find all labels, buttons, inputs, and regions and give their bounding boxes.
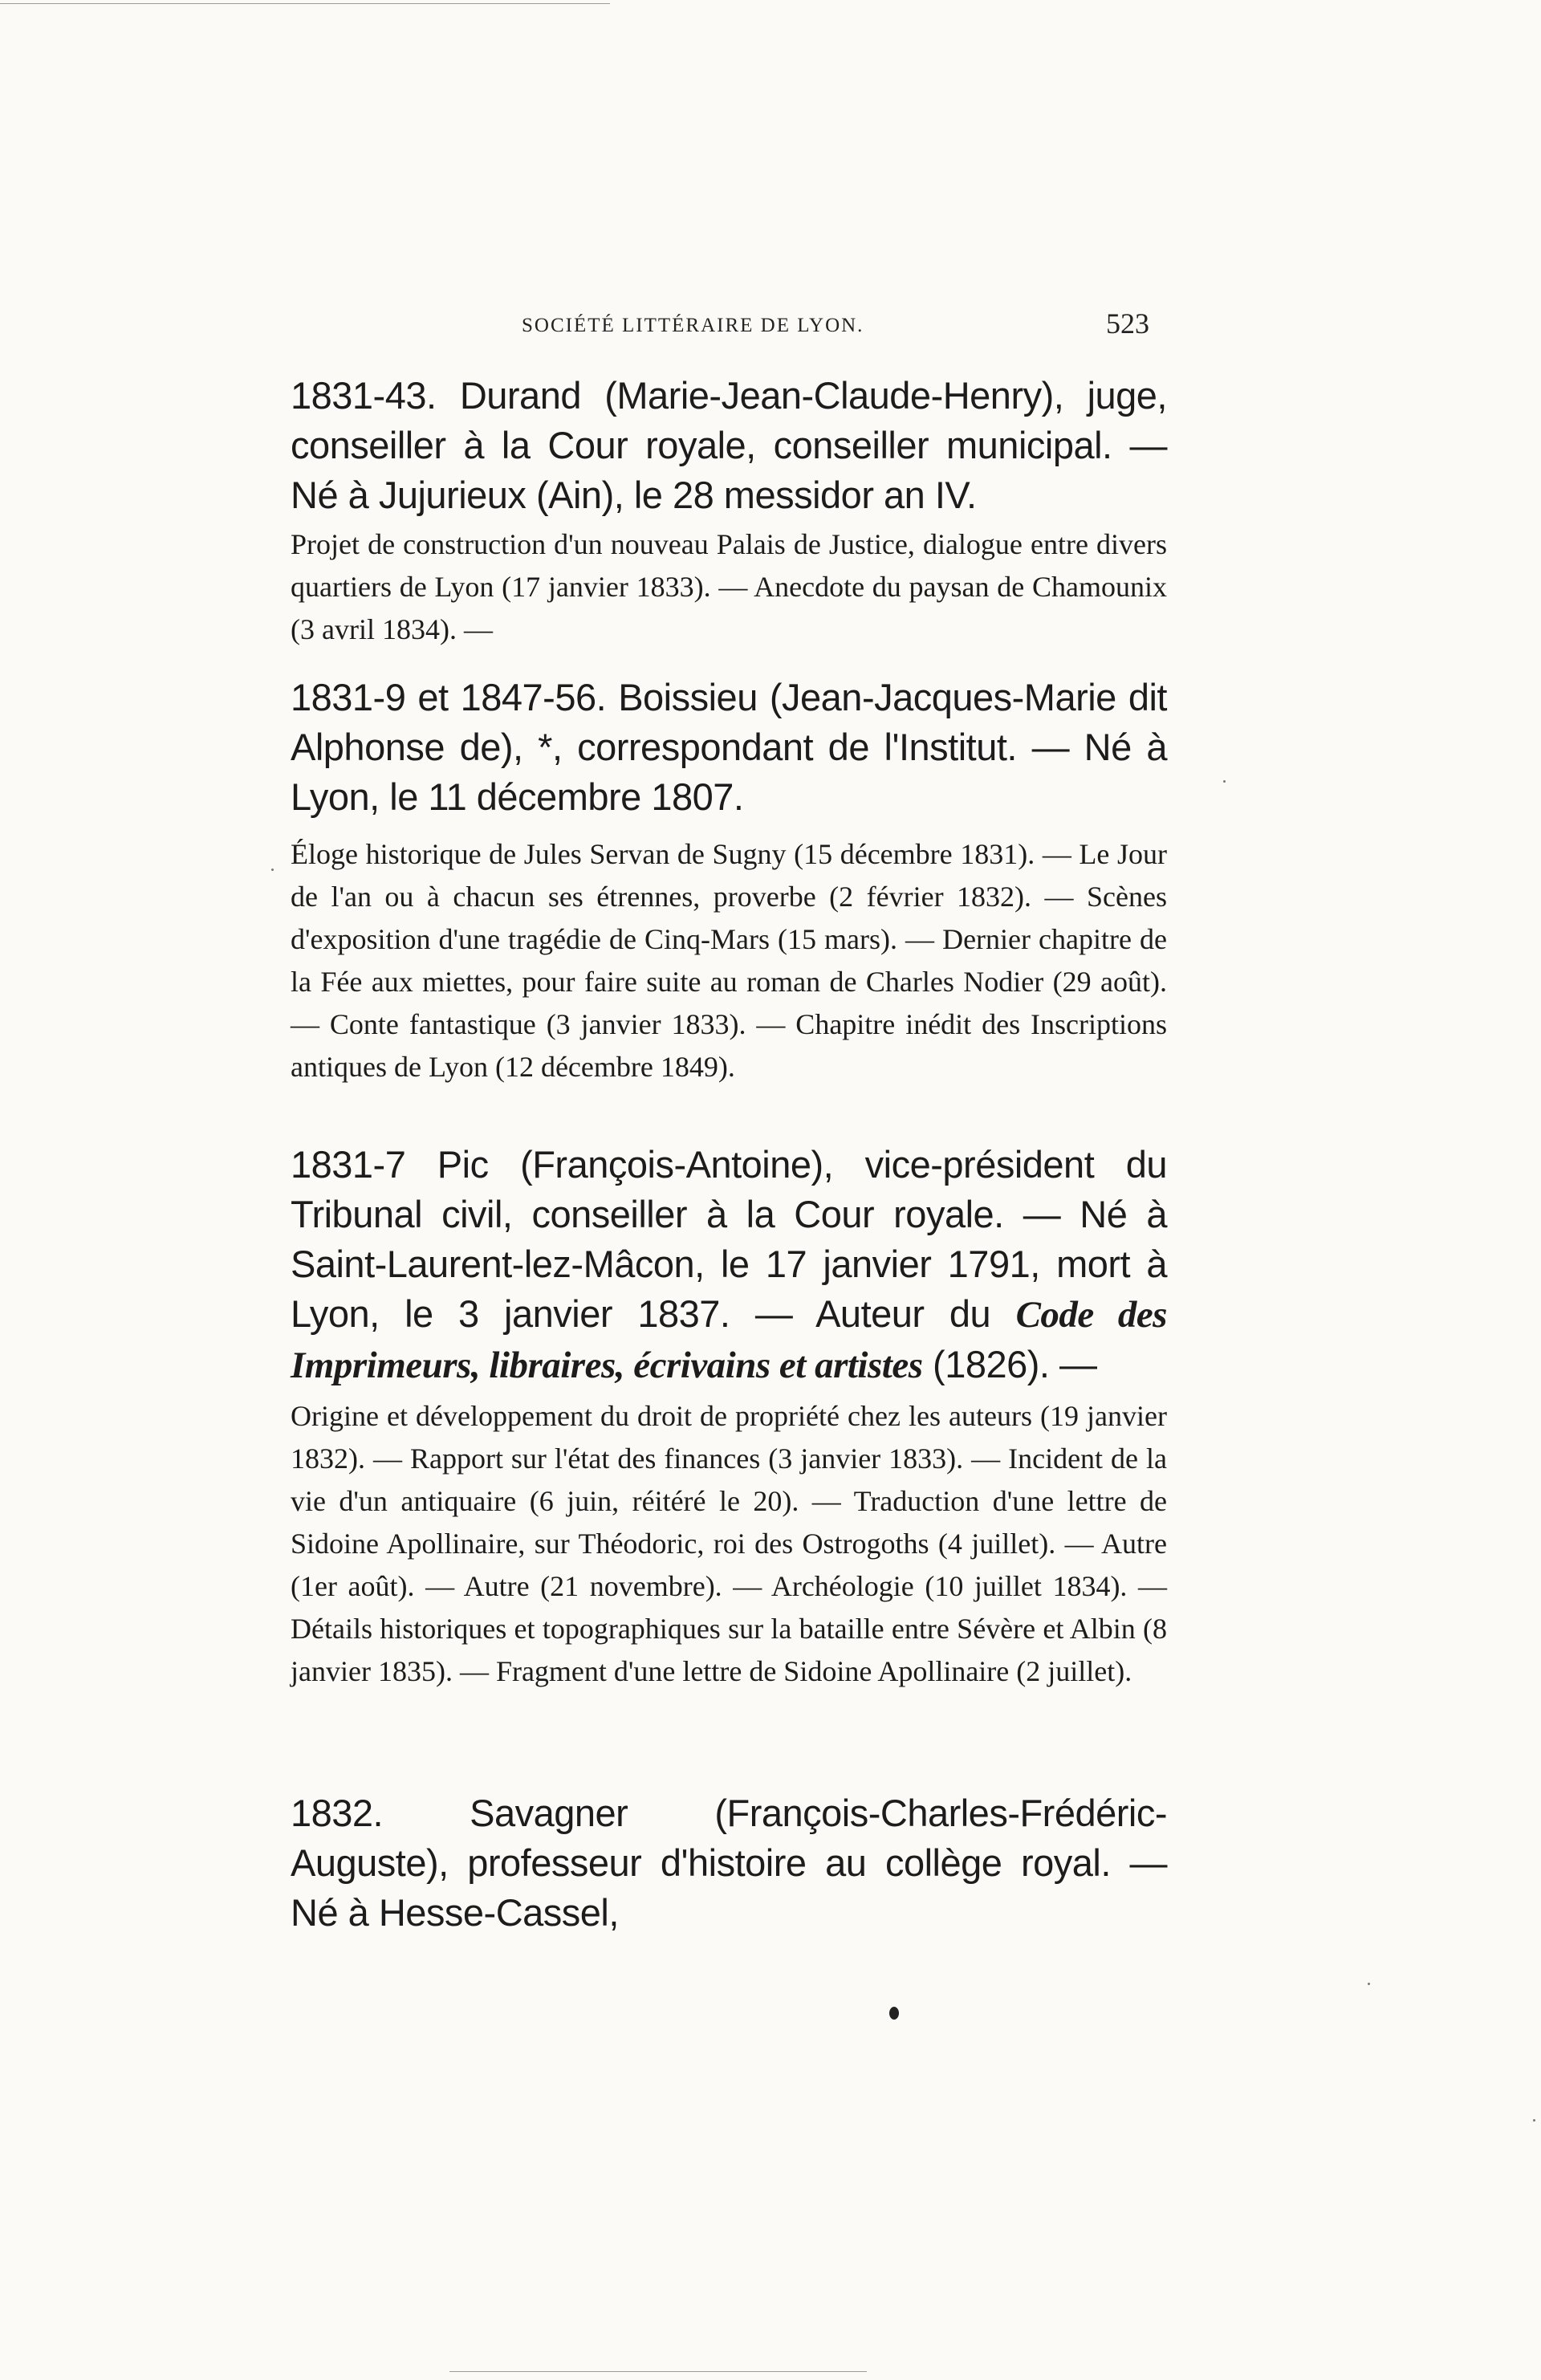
entry-works-list: Éloge historique de Jules Servan de Sugny (15 décembre 1831). — Le Jour de l'an ou à chacun ses étrennes, proverbe (2 février 1832). — Scènes d'exposition d'une tragédie de Cinq-Mars (15 mars). — Dernier chapitre de la Fée aux miettes, pour faire suite au roman de Charles Nodier (29 août). — Conte fantastique (3 janvier 1833). — Chapitre inédit des Inscriptions antiques de Lyon (12 décembre 1849). [291,838,1167,1083]
entry-heading [291,1140,1167,1390]
entry-heading-title: Code des Imprimeurs, libraires, écrivains et artistes [291,1294,1167,1386]
scan-edge-line [0,3,610,4]
entry-heading: 1832. Savagner (François-Charles-Frédéric-Auguste), professeur d'histoire au collège royal. — Né à Hesse-Cassel, [291,1792,1167,1934]
scan-speck [1533,2119,1535,2122]
scan-speck [1368,1983,1370,1985]
running-title: SOCIÉTÉ LITTÉRAIRE DE LYON. [522,315,864,336]
entry-boissieu [291,673,1167,822]
entry-heading-text: 1831-7 Pic (François-Antoine), vice-président du Tribunal civil, conseiller à la Cour royale. — Né à Saint-Laurent-lez-Mâcon, le 17 janvier 1791, mort à Lyon, le 3 janvier 1837. — Auteur du [291,1143,1167,1335]
entry-durand [291,371,1167,520]
scan-speck [271,869,274,871]
entry-works-list: Origine et développement du droit de propriété chez les auteurs (19 janvier 1832). — Rapport sur l'état des finances (3 janvier 1833). — Incident de la vie d'un antiquaire (6 juin, réitéré le 20). — Traduction d'une lettre de Sidoine Apollinaire, sur Théodoric, roi des Ostrogoths (4 juillet). — Autre (1er août). — Autre (21 novembre). — Archéologie (10 juillet 1834). — Détails historiques et topographiques sur la bataille entre Sévère et Albin (8 janvier 1835). — Fragment d'une lettre de Sidoine Apollinaire (2 juillet). [291,1400,1167,1687]
entry-heading-tail: (1826). — [922,1343,1097,1385]
entry-heading: 1831-9 et 1847-56. Boissieu (Jean-Jacques-Marie dit Alphonse de), *, correspondant de l'Institut. — Né à Lyon, le 11 décembre 1807. [291,676,1167,818]
entry-pic-works [291,1395,1167,1693]
scan-edge-line [449,2371,867,2372]
entry-pic [291,1140,1167,1390]
entry-durand-works [291,523,1167,651]
ink-dot-mark [889,2007,899,2020]
entry-savagner [291,1788,1167,1938]
scan-speck [1223,780,1226,783]
entry-heading: 1831-43. Durand (Marie-Jean-Claude-Henry), juge, conseiller à la Cour royale, conseiller municipal. — Né à Jujurieux (Ain), le 28 messidor an IV. [291,374,1167,516]
entry-works-list: Projet de construction d'un nouveau Palais de Justice, dialogue entre divers quartiers de Lyon (17 janvier 1833). — Anecdote du paysan de Chamounix (3 avril 1834). — [291,528,1167,645]
entry-boissieu-works [291,833,1167,1088]
page-number: 523 [1106,307,1149,340]
